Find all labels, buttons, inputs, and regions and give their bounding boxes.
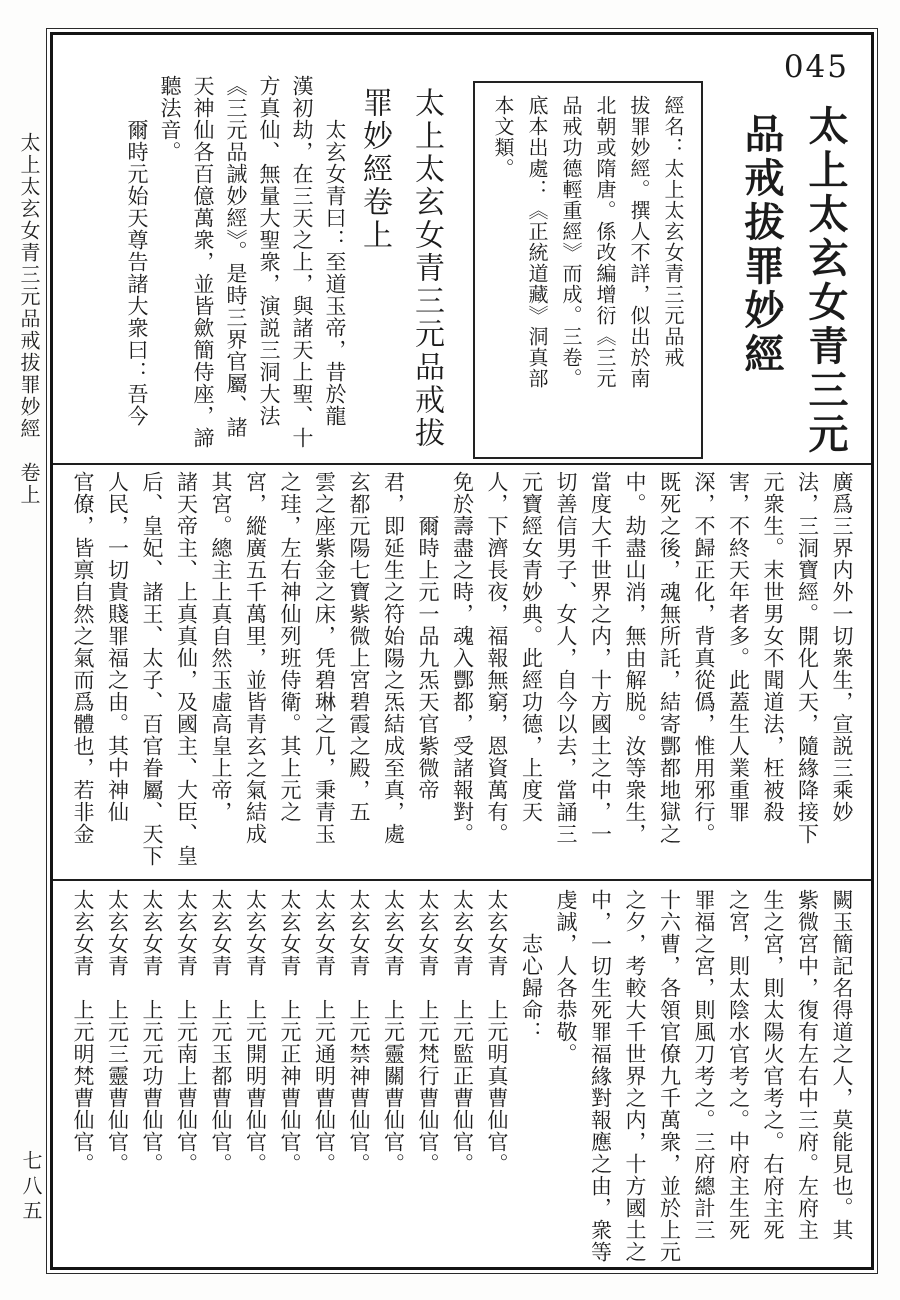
- text-column: 紫微宮中，復有左右中三府。左府主: [795, 889, 820, 1241]
- text-column: 君，即延生之符始陽之炁結成至真，處: [381, 471, 406, 845]
- book-title-column-1: 太上太玄女青三元: [802, 105, 849, 457]
- text-column: 中。劫盡山消，無由解脱。汝等衆生，: [623, 471, 647, 845]
- page-frame: [46, 28, 878, 1274]
- text-column: 當度大千世界之内，十方國土之中，一: [588, 471, 613, 845]
- text-column: 罪福之宮，則風刀考之。三府總計三: [692, 889, 716, 1241]
- colophon-column: 經名：太上太玄女青三元品戒: [661, 95, 685, 368]
- text-column: 害，不終天年者多。此蓋生人業重罪: [726, 471, 751, 823]
- text-column: 爾時上元一品九炁天官紫微帝: [416, 471, 440, 801]
- text-column: 天神仙各百億萬衆，並皆歛簡侍座，諦: [191, 75, 215, 449]
- invocation-list-column: 太玄女青 上元通明曹仙官。: [312, 889, 337, 1175]
- invocation-list-column: 太玄女青 上元南上曹仙官。: [174, 889, 199, 1175]
- text-column: 官僚，皆禀自然之氣而爲體也，若非金: [71, 471, 95, 845]
- serial-number: 045: [783, 49, 849, 85]
- text-column: 元寶經女青妙典。此經功德，上度天: [519, 471, 544, 823]
- text-column: 切善信男子、女人，自今以去，當誦三: [554, 471, 578, 845]
- colophon-column: 品戒功德輕重經》而成。三卷。: [559, 95, 583, 389]
- text-column: 爾時元始天尊告諸大衆曰：吾今: [125, 75, 149, 427]
- volume-heading-column-2: 罪妙經卷上: [357, 87, 392, 252]
- text-column: 宮，縱廣五千萬里，並皆青玄之氣結成: [243, 471, 268, 845]
- text-column: 中，一切生死罪福緣對報應之由，衆等: [588, 889, 613, 1263]
- text-column: 之珪，左右神仙列班侍衛。其上元之: [278, 471, 302, 823]
- invocation-list-column: 太玄女青 上元靈關曹仙官。: [381, 889, 406, 1175]
- text-column: 《三元品誡妙經》。是時三界官屬、諸: [224, 75, 248, 439]
- middle-register: [53, 465, 871, 881]
- text-column: 廣爲三界内外一切衆生，宣説三乘妙: [830, 471, 854, 823]
- top-register-body: [120, 47, 351, 457]
- invocation-list: [66, 889, 515, 1263]
- invocation-list-column: 太玄女青 上元三靈曹仙官。: [105, 889, 130, 1175]
- text-column: 深，不歸正化，背真從僞，惟用邪行。: [692, 471, 716, 845]
- text-column: 免於壽盡之時，魂入酆都，受諸報對。: [450, 471, 475, 845]
- invocation-list-column: 太玄女青 上元玉都曹仙官。: [209, 889, 233, 1175]
- text-column: 漢初劫，在三天之上，與諸天上聖、十: [290, 75, 314, 449]
- text-column: 方真仙、無量大聖衆，演説三洞大法: [257, 75, 281, 427]
- text-column: 十六曹，各領官僚九千萬衆，並於上元: [657, 889, 682, 1263]
- text-column: 闕玉簡記名得道之人，莫能見也。其: [830, 889, 854, 1241]
- text-column: 志心歸命：: [519, 889, 544, 1043]
- colophon-column: 本文類。: [491, 95, 515, 179]
- invocation-list-column: 太玄女青 上元監正曹仙官。: [450, 889, 475, 1175]
- page-frame-inner: [50, 32, 874, 1270]
- colophon-column: 拔罪妙經。撰人不詳，似出於南: [627, 95, 651, 389]
- text-column: 生之宮，則太陽火官考之。右府主死: [761, 889, 785, 1241]
- invocation-list-column: 太玄女青 上元梵行曹仙官。: [416, 889, 440, 1175]
- book-title-column-2: 品戒拔罪妙經: [738, 113, 785, 377]
- colophon-column: 底本出處：《正統道藏》洞真部: [525, 95, 549, 389]
- invocation-list-column: 太玄女青 上元明真曹仙官。: [485, 889, 509, 1175]
- invocation-list-column: 太玄女青 上元正神曹仙官。: [278, 889, 302, 1175]
- text-column: 既死之後，魂無所託，結寄酆都地獄之: [657, 471, 682, 845]
- top-register: [53, 35, 871, 465]
- text-column: 后、皇妃、諸王、太子、百官眷屬、天下: [140, 471, 164, 867]
- text-column: 太玄女青曰：至道玉帝，昔於龍: [323, 75, 347, 427]
- colophon-column: 北朝或隋唐。係改編增衍《三元: [593, 95, 617, 389]
- invocation-list-column: 太玄女青 上元禁神曹仙官。: [347, 889, 371, 1175]
- text-column: 玄都元陽七寶紫微上宮碧霞之殿，五: [347, 471, 371, 823]
- text-column: 之宮，則太陰水官考之。中府主生死: [726, 889, 751, 1241]
- text-column: 之夕，考較大千世界之内，十方國土之: [623, 889, 647, 1263]
- text-column: 人民，一切貴賤罪福之由。其中神仙: [105, 471, 130, 823]
- bottom-register: [53, 881, 871, 1267]
- margin-title: 太上太玄女青三元品戒拔罪妙經 卷上: [17, 132, 41, 506]
- folio-page-number: 七八五: [19, 1150, 43, 1225]
- invocation-list-column: 太玄女青 上元開明曹仙官。: [243, 889, 268, 1175]
- text-column: 元衆生。末世男女不聞道法，枉被殺: [761, 471, 785, 823]
- text-column: 雲之座紫金之床，凭碧琳之几，秉青玉: [312, 471, 337, 845]
- text-column: 法，三洞寶經。開化人天，隨緣降接下: [795, 471, 820, 845]
- colophon-box: [473, 81, 703, 459]
- invocation-list-column: 太玄女青 上元明梵曹仙官。: [71, 889, 95, 1175]
- text-column: 諸天帝主、上真真仙，及國主、大臣、皇: [174, 471, 199, 867]
- text-column: 人，下濟長夜，福報無窮，恩資萬有。: [485, 471, 509, 845]
- volume-heading-column-1: 太上太玄女青三元品戒拔: [409, 87, 444, 450]
- bottom-register-body: [514, 889, 859, 1263]
- invocation-list-column: 太玄女青 上元元功曹仙官。: [140, 889, 164, 1175]
- text-column: 虔誠，人各恭敬。: [554, 889, 578, 1065]
- text-column: 其宮。總主上真自然玉虛高皇上帝，: [209, 471, 233, 823]
- text-column: 聽法音。: [158, 75, 182, 163]
